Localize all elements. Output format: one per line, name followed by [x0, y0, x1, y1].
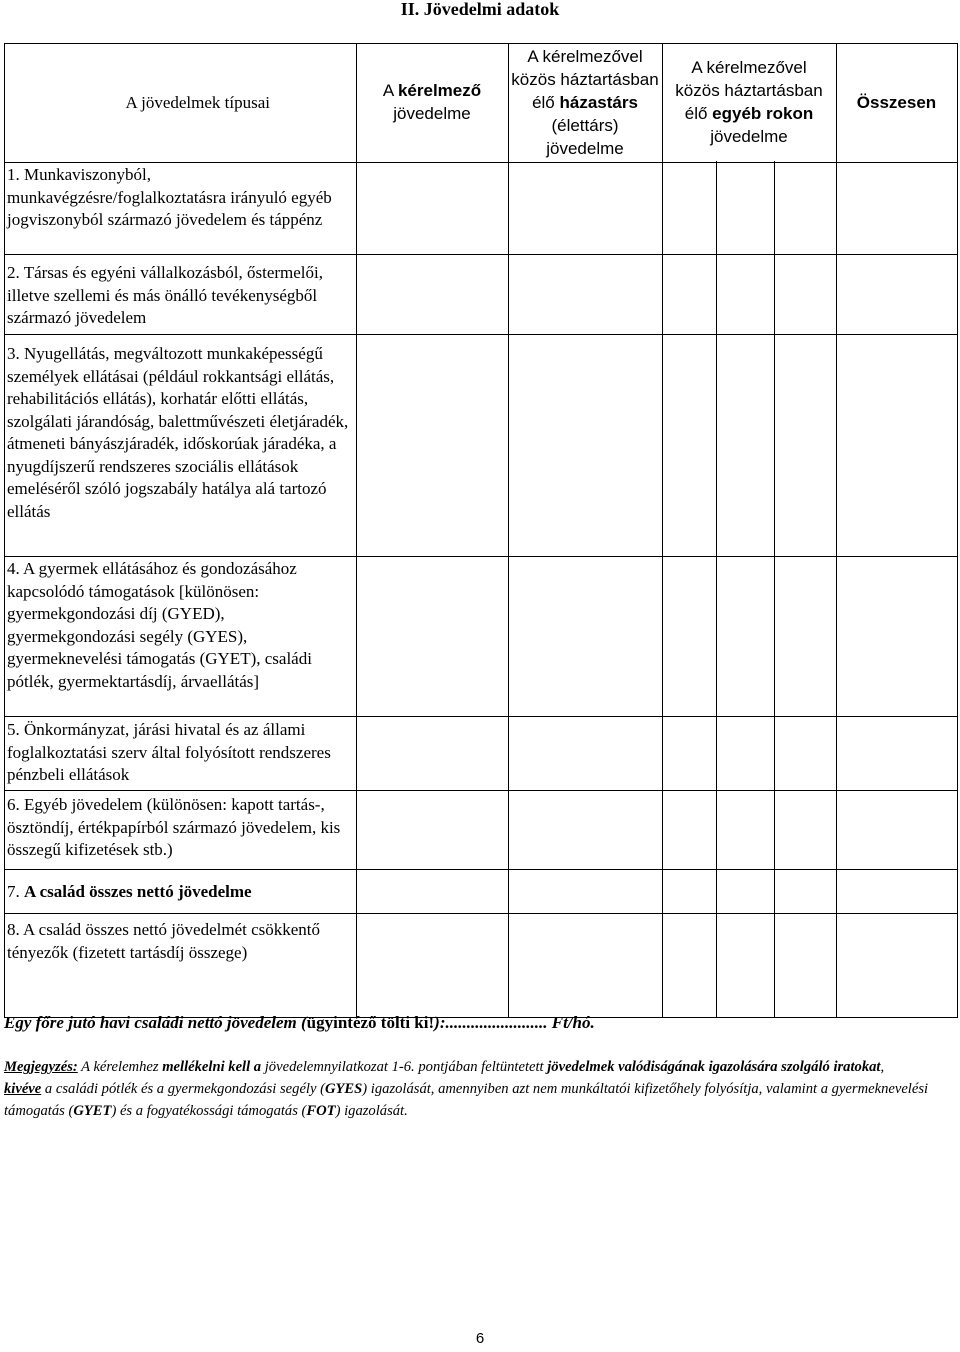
note-label: Megjegyzés: — [4, 1059, 78, 1075]
page-number: 6 — [475, 1330, 485, 1347]
header-spouse-bold: házastárs — [559, 93, 638, 112]
section-title: II. Jövedelmi adatok — [400, 0, 560, 19]
column-divider — [508, 43, 509, 1018]
header-income-types — [4, 91, 356, 114]
header-relative-line: A kérelmezővel — [691, 58, 807, 77]
row-label-2: 2. Társas és egyéni vállalkozásból, őstermelői, illetve szellemi és más önálló tevékenységből származó jövedelem — [7, 263, 323, 327]
header-total-label: Összesen — [856, 93, 937, 112]
row-label-3: 3. Nyugellátás, megváltozott munkaképességű személyek ellátásai (például rokkantsági ellátás, rehabilitációs ellátás), korhatár előtti ellátás, szolgálati járandóság, balettművészeti életjáradék, átmeneti bányászjáradék, időskorúak járadéka, a nyugdíjszerű rendszeres szociális ellátások emeléséről szóló jogszabály hatálya alá tartozó ellátás — [7, 344, 349, 521]
header-spouse-prefix: élő — [532, 93, 560, 112]
row-label-7 — [7, 881, 355, 904]
row-divider — [4, 716, 958, 717]
note-paragraph — [4, 1056, 960, 1122]
row-divider — [4, 790, 958, 791]
column-divider — [356, 43, 357, 1018]
per-capita-text: Egy főre jutó havi családi nettó jövedelem ( — [4, 1013, 307, 1032]
note-text: ) igazolását. — [335, 1103, 408, 1119]
header-spouse-line: A kérelmezővel — [527, 47, 643, 66]
note-bold: FOT — [306, 1103, 336, 1119]
row-label-5: 5. Önkormányzat, járási hivatal és az állami foglalkoztatási szerv által folyósított rendszeres pénzbeli ellátások — [7, 720, 331, 784]
header-spouse-line: (élettárs) — [551, 116, 619, 135]
note-text: ) és a fogyatékossági támogatás ( — [111, 1103, 307, 1119]
row-label-8: 8. A család összes nettó jövedelmét csökkentő tényezők (fizetett tartásdíj összege) — [7, 920, 321, 962]
note-bold: GYES — [324, 1081, 363, 1097]
table-border-top — [4, 43, 958, 44]
header-applicant — [356, 79, 508, 125]
per-capita-officer-note: ügyintéző tölti ki! — [306, 1013, 435, 1032]
note-bold: jövedelmek valódiságának igazolására szolgáló iratokat — [547, 1059, 881, 1075]
note-bold: mellékelni kell a — [162, 1059, 262, 1075]
row-divider — [4, 556, 958, 557]
header-relative-bold: egyéb rokon — [712, 104, 814, 123]
header-applicant-bold: kérelmező — [397, 81, 482, 100]
note-exception-label: kivéve — [4, 1081, 42, 1097]
header-applicant-prefix: A — [382, 81, 398, 100]
header-relative — [662, 56, 836, 148]
sub-column-divider — [774, 161, 775, 1018]
per-capita-unit: ):........................ Ft/hó. — [434, 1013, 595, 1032]
header-income-types-label: A jövedelmek típusai — [125, 93, 270, 112]
sub-column-divider — [716, 161, 717, 1018]
note-text: jövedelemnyilatkozat 1-6. pontjában feltüntetett — [261, 1059, 548, 1075]
per-capita-income-line — [4, 1013, 595, 1033]
header-spouse-line: közös háztartásban — [511, 70, 659, 89]
header-spouse-line: jövedelme — [546, 139, 624, 158]
row-label-4: 4. A gyermek ellátásához és gondozásához kapcsolódó támogatások [különösen: gyermekgondozási díj (GYED), gyermekgondozási segély (GYES), gyermeknevelési támogatás (GYET), családi pótlék, gyermektartásdíj, árvaellátás] — [7, 559, 312, 691]
header-spouse — [508, 45, 662, 160]
row-label-7-number: 7. — [7, 882, 24, 901]
column-divider — [662, 43, 663, 1018]
row-label-7-bold: A család összes nettó jövedelme — [24, 882, 252, 901]
header-total — [836, 91, 957, 114]
income-table — [4, 43, 958, 1018]
row-divider — [4, 869, 958, 870]
row-divider — [4, 254, 958, 255]
column-divider — [836, 43, 837, 1018]
header-relative-prefix: élő — [684, 104, 713, 123]
note-text: a családi pótlék és a gyermekgondozási segély ( — [41, 1081, 325, 1097]
header-applicant-suffix: jövedelme — [393, 104, 471, 123]
row-divider — [4, 913, 958, 914]
header-relative-line: jövedelme — [710, 127, 788, 146]
table-border-right — [957, 43, 958, 1018]
note-bold: GYET — [73, 1103, 112, 1119]
header-relative-line: közös háztartásban — [675, 81, 823, 100]
note-text: ) igazolását, amennyiben azt nem munkáltatói kifizetőhely folyósítja, valamint a gyermeknevelési támogatás ( — [4, 1081, 929, 1119]
header-divider — [4, 162, 958, 163]
row-label-1: 1. Munkaviszonyból, munkavégzésre/foglalkoztatásra irányuló egyéb jogviszonyból származó jövedelem és táppénz — [7, 165, 332, 229]
row-divider — [4, 334, 958, 335]
note-text: , — [880, 1059, 885, 1075]
row-label-6: 6. Egyéb jövedelem (különösen: kapott tartás-, ösztöndíj, értékpapírból származó jövedelem, kis összegű kifizetések stb.) — [7, 795, 341, 859]
note-text: A kérelemhez — [77, 1059, 163, 1075]
table-border-left — [4, 43, 5, 1018]
